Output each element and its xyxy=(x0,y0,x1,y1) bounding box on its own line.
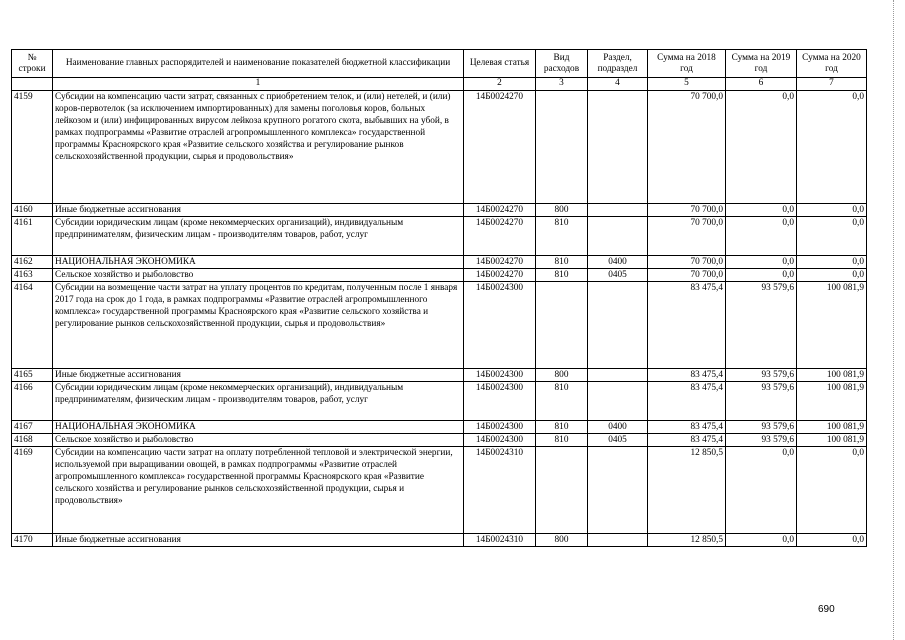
row-expense-type xyxy=(536,91,588,204)
row-sum-2018: 70 700,0 xyxy=(648,256,726,269)
row-sum-2019: 93 579,6 xyxy=(726,434,797,447)
row-name: НАЦИОНАЛЬНАЯ ЭКОНОМИКА xyxy=(53,421,464,434)
row-sum-2018: 83 475,4 xyxy=(648,369,726,382)
row-section xyxy=(588,217,648,256)
column-number-row xyxy=(12,78,867,91)
row-name: НАЦИОНАЛЬНАЯ ЭКОНОМИКА xyxy=(53,256,464,269)
row-section xyxy=(588,369,648,382)
row-sum-2019: 93 579,6 xyxy=(726,421,797,434)
row-sum-2020: 0,0 xyxy=(797,204,867,217)
row-sum-2020: 0,0 xyxy=(797,447,867,534)
row-target-article: 14Б0024300 xyxy=(464,369,536,382)
row-sum-2020: 100 081,9 xyxy=(797,369,867,382)
column-number: 6 xyxy=(726,78,797,91)
row-sum-2019: 93 579,6 xyxy=(726,282,797,369)
row-section xyxy=(588,534,648,547)
row-sum-2020: 0,0 xyxy=(797,256,867,269)
column-number: 5 xyxy=(648,78,726,91)
row-section: 0400 xyxy=(588,256,648,269)
row-target-article: 14Б0024270 xyxy=(464,269,536,282)
header-sum-2018: Сумма на 2018 год xyxy=(648,50,726,78)
row-target-article: 14Б0024300 xyxy=(464,421,536,434)
row-section xyxy=(588,204,648,217)
column-number xyxy=(12,78,53,91)
row-number: 4159 xyxy=(12,91,53,204)
row-section xyxy=(588,382,648,421)
header-sum-2019: Сумма на 2019 год xyxy=(726,50,797,78)
row-sum-2018: 70 700,0 xyxy=(648,91,726,204)
header-sum-2020: Сумма на 2020 год xyxy=(797,50,867,78)
table-row xyxy=(12,204,867,217)
row-sum-2018: 12 850,5 xyxy=(648,534,726,547)
row-section: 0405 xyxy=(588,434,648,447)
column-number: 4 xyxy=(588,78,648,91)
row-number: 4163 xyxy=(12,269,53,282)
table-row xyxy=(12,369,867,382)
row-number: 4165 xyxy=(12,369,53,382)
page-edge-divider xyxy=(893,0,895,640)
row-target-article: 14Б0024300 xyxy=(464,382,536,421)
row-sum-2019: 0,0 xyxy=(726,217,797,256)
row-sum-2020: 100 081,9 xyxy=(797,434,867,447)
row-number: 4162 xyxy=(12,256,53,269)
table-row xyxy=(12,269,867,282)
row-name: Субсидии юридическим лицам (кроме некоммерческих организаций), индивидуальным предпринимателям, физическим лицам - производителям товаров, работ, услуг xyxy=(53,217,464,256)
row-target-article: 14Б0024300 xyxy=(464,282,536,369)
row-sum-2019: 0,0 xyxy=(726,534,797,547)
row-name: Сельское хозяйство и рыболовство xyxy=(53,434,464,447)
row-target-article: 14Б0024310 xyxy=(464,447,536,534)
row-name: Субсидии на возмещение части затрат на уплату процентов по кредитам, полученным после 1 января 2017 года на срок до 1 года, в рамках подпрограммы «Развитие отраслей агропромышленного комплекса» государственной программы Красноярского края «Развитие сельского хозяйства и регулирование рынков сельскохозяйственной продукции, сырья и продовольствия» xyxy=(53,282,464,369)
row-sum-2018: 70 700,0 xyxy=(648,217,726,256)
budget-table xyxy=(11,49,867,547)
row-number: 4166 xyxy=(12,382,53,421)
column-number: 7 xyxy=(797,78,867,91)
header-expense-type: Вид расходов xyxy=(536,50,588,78)
row-section xyxy=(588,447,648,534)
row-expense-type: 810 xyxy=(536,217,588,256)
row-expense-type: 810 xyxy=(536,269,588,282)
row-target-article: 14Б0024310 xyxy=(464,534,536,547)
row-expense-type: 810 xyxy=(536,382,588,421)
row-section: 0405 xyxy=(588,269,648,282)
row-name: Субсидии на компенсацию части затрат на оплату потребленной тепловой и электрической энергии, используемой при выращивании овощей, в рамках подпрограммы «Развитие отраслей агропромышленного комплекса» государственной программы Красноярского края «Развитие сельского хозяйства и регулирование рынков сельскохозяйственной продукции, сырья и продовольствия» xyxy=(53,447,464,534)
row-expense-type: 800 xyxy=(536,534,588,547)
row-name: Иные бюджетные ассигнования xyxy=(53,534,464,547)
row-sum-2020: 0,0 xyxy=(797,91,867,204)
row-sum-2018: 83 475,4 xyxy=(648,382,726,421)
row-sum-2020: 0,0 xyxy=(797,534,867,547)
row-sum-2019: 93 579,6 xyxy=(726,369,797,382)
row-name: Иные бюджетные ассигнования xyxy=(53,369,464,382)
header-section: Раздел, подраздел xyxy=(588,50,648,78)
row-sum-2019: 0,0 xyxy=(726,91,797,204)
row-sum-2020: 100 081,9 xyxy=(797,382,867,421)
row-name: Иные бюджетные ассигнования xyxy=(53,204,464,217)
table-row xyxy=(12,447,867,534)
row-expense-type xyxy=(536,282,588,369)
row-target-article: 14Б0024270 xyxy=(464,91,536,204)
row-sum-2020: 100 081,9 xyxy=(797,421,867,434)
row-number: 4168 xyxy=(12,434,53,447)
row-section xyxy=(588,91,648,204)
row-sum-2020: 0,0 xyxy=(797,217,867,256)
table-row xyxy=(12,434,867,447)
row-sum-2019: 0,0 xyxy=(726,204,797,217)
row-expense-type: 800 xyxy=(536,369,588,382)
row-number: 4170 xyxy=(12,534,53,547)
row-number: 4161 xyxy=(12,217,53,256)
row-name: Субсидии на компенсацию части затрат, связанных с приобретением телок, и (или) нетелей, и (или) коров-первотелок (за исключением импортированных) для замены поголовья коров, больных лейкозом и (или) инфицированных вирусом лейкоза крупного рогатого скота, выбывших на убой, в рамках подпрограммы «Развитие отраслей агропромышленного комплекса» государственной программы Красноярского края «Развитие сельского хозяйства и регулирование рынков сельскохозяйственной продукции, сырья и продовольствия» xyxy=(53,91,464,204)
header-target-article: Целевая статья xyxy=(464,50,536,78)
row-target-article: 14Б0024270 xyxy=(464,256,536,269)
header-name: Наименование главных распорядителей и наименование показателей бюджетной классификации xyxy=(53,50,464,78)
column-number: 2 xyxy=(464,78,536,91)
row-number: 4164 xyxy=(12,282,53,369)
row-sum-2018: 70 700,0 xyxy=(648,204,726,217)
row-expense-type: 810 xyxy=(536,256,588,269)
row-number: 4167 xyxy=(12,421,53,434)
row-sum-2019: 0,0 xyxy=(726,447,797,534)
row-target-article: 14Б0024300 xyxy=(464,434,536,447)
table-row xyxy=(12,534,867,547)
row-number: 4169 xyxy=(12,447,53,534)
row-expense-type: 800 xyxy=(536,204,588,217)
row-expense-type xyxy=(536,447,588,534)
row-sum-2019: 0,0 xyxy=(726,256,797,269)
page-number: 690 xyxy=(818,604,835,615)
row-sum-2018: 70 700,0 xyxy=(648,269,726,282)
row-sum-2019: 0,0 xyxy=(726,269,797,282)
table-body xyxy=(12,91,867,547)
row-target-article: 14Б0024270 xyxy=(464,217,536,256)
column-number: 1 xyxy=(53,78,464,91)
table-row xyxy=(12,382,867,421)
row-sum-2020: 0,0 xyxy=(797,269,867,282)
row-sum-2020: 100 081,9 xyxy=(797,282,867,369)
table-row xyxy=(12,282,867,369)
row-sum-2018: 83 475,4 xyxy=(648,421,726,434)
row-sum-2019: 93 579,6 xyxy=(726,382,797,421)
row-expense-type: 810 xyxy=(536,421,588,434)
column-number: 3 xyxy=(536,78,588,91)
row-target-article: 14Б0024270 xyxy=(464,204,536,217)
row-section: 0400 xyxy=(588,421,648,434)
table-row xyxy=(12,91,867,204)
row-section xyxy=(588,282,648,369)
row-sum-2018: 83 475,4 xyxy=(648,282,726,369)
table-row xyxy=(12,256,867,269)
row-number: 4160 xyxy=(12,204,53,217)
row-expense-type: 810 xyxy=(536,434,588,447)
row-sum-2018: 83 475,4 xyxy=(648,434,726,447)
table-row xyxy=(12,421,867,434)
row-name: Субсидии юридическим лицам (кроме некоммерческих организаций), индивидуальным предпринимателям, физическим лицам - производителям товаров, работ, услуг xyxy=(53,382,464,421)
row-name: Сельское хозяйство и рыболовство xyxy=(53,269,464,282)
header-row xyxy=(12,50,867,78)
row-sum-2018: 12 850,5 xyxy=(648,447,726,534)
table-row xyxy=(12,217,867,256)
header-row-number: № строки xyxy=(12,50,53,78)
